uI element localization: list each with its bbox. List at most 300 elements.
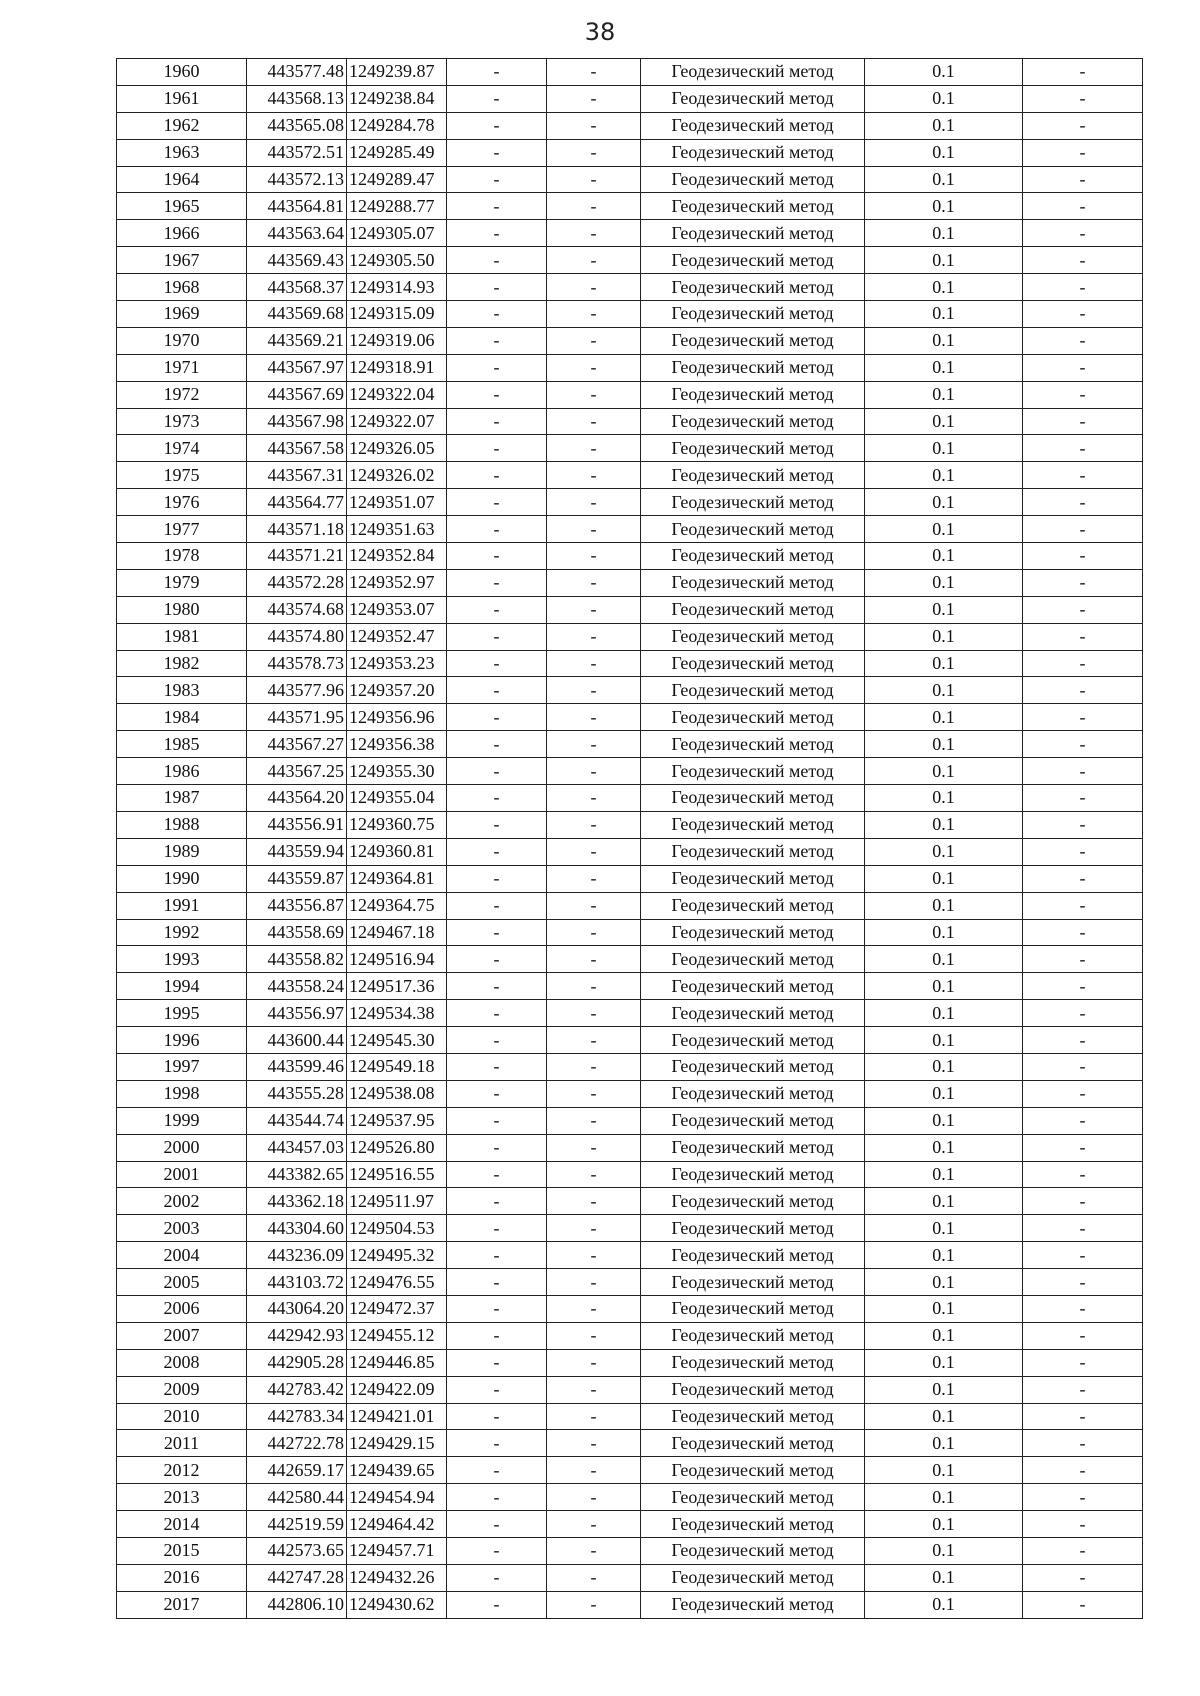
y-coordinate-cell: 1249284.78 bbox=[347, 112, 447, 139]
empty-field-cell: - bbox=[447, 919, 547, 946]
x-coordinate-cell: 443382.65 bbox=[247, 1161, 347, 1188]
x-coordinate-cell: 443571.21 bbox=[247, 543, 347, 570]
x-coordinate-cell: 443568.13 bbox=[247, 85, 347, 112]
accuracy-cell: 0.1 bbox=[865, 1322, 1023, 1349]
empty-field-cell: - bbox=[547, 1591, 641, 1618]
note-cell: - bbox=[1023, 785, 1143, 812]
accuracy-cell: 0.1 bbox=[865, 301, 1023, 328]
empty-field-cell: - bbox=[447, 1430, 547, 1457]
x-coordinate-cell: 443544.74 bbox=[247, 1107, 347, 1134]
x-coordinate-cell: 442783.42 bbox=[247, 1376, 347, 1403]
method-cell: Геодезический метод bbox=[641, 166, 865, 193]
y-coordinate-cell: 1249305.50 bbox=[347, 247, 447, 274]
point-number-cell: 1971 bbox=[117, 354, 247, 381]
empty-field-cell: - bbox=[547, 112, 641, 139]
y-coordinate-cell: 1249353.07 bbox=[347, 596, 447, 623]
accuracy-cell: 0.1 bbox=[865, 381, 1023, 408]
empty-field-cell: - bbox=[547, 193, 641, 220]
point-number-cell: 1961 bbox=[117, 85, 247, 112]
y-coordinate-cell: 1249504.53 bbox=[347, 1215, 447, 1242]
point-number-cell: 1982 bbox=[117, 650, 247, 677]
table-row bbox=[117, 516, 1143, 543]
table-row bbox=[117, 166, 1143, 193]
y-coordinate-cell: 1249364.75 bbox=[347, 892, 447, 919]
note-cell: - bbox=[1023, 247, 1143, 274]
empty-field-cell: - bbox=[447, 166, 547, 193]
empty-field-cell: - bbox=[547, 758, 641, 785]
empty-field-cell: - bbox=[447, 381, 547, 408]
point-number-cell: 1993 bbox=[117, 946, 247, 973]
accuracy-cell: 0.1 bbox=[865, 758, 1023, 785]
note-cell: - bbox=[1023, 1269, 1143, 1296]
accuracy-cell: 0.1 bbox=[865, 811, 1023, 838]
coordinates-table bbox=[116, 58, 1143, 1619]
note-cell: - bbox=[1023, 838, 1143, 865]
empty-field-cell: - bbox=[447, 1457, 547, 1484]
empty-field-cell: - bbox=[447, 1349, 547, 1376]
empty-field-cell: - bbox=[447, 1027, 547, 1054]
empty-field-cell: - bbox=[547, 838, 641, 865]
empty-field-cell: - bbox=[447, 596, 547, 623]
point-number-cell: 2016 bbox=[117, 1564, 247, 1591]
y-coordinate-cell: 1249455.12 bbox=[347, 1322, 447, 1349]
y-coordinate-cell: 1249239.87 bbox=[347, 59, 447, 86]
note-cell: - bbox=[1023, 59, 1143, 86]
point-number-cell: 1994 bbox=[117, 973, 247, 1000]
x-coordinate-cell: 443571.18 bbox=[247, 516, 347, 543]
y-coordinate-cell: 1249322.04 bbox=[347, 381, 447, 408]
accuracy-cell: 0.1 bbox=[865, 1376, 1023, 1403]
accuracy-cell: 0.1 bbox=[865, 1349, 1023, 1376]
table-row bbox=[117, 543, 1143, 570]
method-cell: Геодезический метод bbox=[641, 650, 865, 677]
point-number-cell: 1989 bbox=[117, 838, 247, 865]
empty-field-cell: - bbox=[447, 731, 547, 758]
table-row bbox=[117, 704, 1143, 731]
point-number-cell: 2012 bbox=[117, 1457, 247, 1484]
x-coordinate-cell: 443304.60 bbox=[247, 1215, 347, 1242]
empty-field-cell: - bbox=[547, 139, 641, 166]
note-cell: - bbox=[1023, 973, 1143, 1000]
empty-field-cell: - bbox=[447, 650, 547, 677]
method-cell: Геодезический метод bbox=[641, 1537, 865, 1564]
table-row bbox=[117, 435, 1143, 462]
point-number-cell: 1981 bbox=[117, 623, 247, 650]
point-number-cell: 1999 bbox=[117, 1107, 247, 1134]
x-coordinate-cell: 443565.08 bbox=[247, 112, 347, 139]
y-coordinate-cell: 1249305.07 bbox=[347, 220, 447, 247]
table-row bbox=[117, 973, 1143, 1000]
empty-field-cell: - bbox=[547, 1161, 641, 1188]
empty-field-cell: - bbox=[547, 892, 641, 919]
table-row bbox=[117, 408, 1143, 435]
x-coordinate-cell: 443558.82 bbox=[247, 946, 347, 973]
table-row bbox=[117, 85, 1143, 112]
note-cell: - bbox=[1023, 677, 1143, 704]
empty-field-cell: - bbox=[447, 354, 547, 381]
note-cell: - bbox=[1023, 569, 1143, 596]
table-row bbox=[117, 1349, 1143, 1376]
table-row bbox=[117, 1511, 1143, 1538]
empty-field-cell: - bbox=[547, 166, 641, 193]
table-row bbox=[117, 1134, 1143, 1161]
x-coordinate-cell: 443577.48 bbox=[247, 59, 347, 86]
note-cell: - bbox=[1023, 354, 1143, 381]
empty-field-cell: - bbox=[547, 704, 641, 731]
point-number-cell: 1963 bbox=[117, 139, 247, 166]
method-cell: Геодезический метод bbox=[641, 1349, 865, 1376]
accuracy-cell: 0.1 bbox=[865, 1511, 1023, 1538]
y-coordinate-cell: 1249315.09 bbox=[347, 301, 447, 328]
note-cell: - bbox=[1023, 811, 1143, 838]
empty-field-cell: - bbox=[447, 623, 547, 650]
method-cell: Геодезический метод bbox=[641, 946, 865, 973]
note-cell: - bbox=[1023, 1322, 1143, 1349]
method-cell: Геодезический метод bbox=[641, 489, 865, 516]
empty-field-cell: - bbox=[547, 354, 641, 381]
method-cell: Геодезический метод bbox=[641, 973, 865, 1000]
method-cell: Геодезический метод bbox=[641, 462, 865, 489]
accuracy-cell: 0.1 bbox=[865, 731, 1023, 758]
table-row bbox=[117, 247, 1143, 274]
method-cell: Геодезический метод bbox=[641, 220, 865, 247]
y-coordinate-cell: 1249537.95 bbox=[347, 1107, 447, 1134]
point-number-cell: 1974 bbox=[117, 435, 247, 462]
table-row bbox=[117, 865, 1143, 892]
empty-field-cell: - bbox=[547, 1349, 641, 1376]
accuracy-cell: 0.1 bbox=[865, 139, 1023, 166]
empty-field-cell: - bbox=[447, 247, 547, 274]
point-number-cell: 1972 bbox=[117, 381, 247, 408]
empty-field-cell: - bbox=[547, 1000, 641, 1027]
x-coordinate-cell: 443555.28 bbox=[247, 1080, 347, 1107]
empty-field-cell: - bbox=[447, 892, 547, 919]
empty-field-cell: - bbox=[547, 462, 641, 489]
empty-field-cell: - bbox=[447, 1322, 547, 1349]
method-cell: Геодезический метод bbox=[641, 1080, 865, 1107]
y-coordinate-cell: 1249357.20 bbox=[347, 677, 447, 704]
y-coordinate-cell: 1249467.18 bbox=[347, 919, 447, 946]
point-number-cell: 1964 bbox=[117, 166, 247, 193]
empty-field-cell: - bbox=[447, 1591, 547, 1618]
accuracy-cell: 0.1 bbox=[865, 1430, 1023, 1457]
point-number-cell: 2015 bbox=[117, 1537, 247, 1564]
empty-field-cell: - bbox=[447, 301, 547, 328]
page-number: 38 bbox=[584, 18, 616, 46]
point-number-cell: 1976 bbox=[117, 489, 247, 516]
method-cell: Геодезический метод bbox=[641, 677, 865, 704]
accuracy-cell: 0.1 bbox=[865, 1295, 1023, 1322]
method-cell: Геодезический метод bbox=[641, 1457, 865, 1484]
table-row bbox=[117, 354, 1143, 381]
empty-field-cell: - bbox=[447, 1161, 547, 1188]
x-coordinate-cell: 443457.03 bbox=[247, 1134, 347, 1161]
empty-field-cell: - bbox=[547, 1242, 641, 1269]
point-number-cell: 2013 bbox=[117, 1484, 247, 1511]
method-cell: Геодезический метод bbox=[641, 59, 865, 86]
x-coordinate-cell: 443577.96 bbox=[247, 677, 347, 704]
y-coordinate-cell: 1249352.97 bbox=[347, 569, 447, 596]
point-number-cell: 1996 bbox=[117, 1027, 247, 1054]
empty-field-cell: - bbox=[547, 1537, 641, 1564]
x-coordinate-cell: 443563.64 bbox=[247, 220, 347, 247]
note-cell: - bbox=[1023, 865, 1143, 892]
point-number-cell: 2003 bbox=[117, 1215, 247, 1242]
x-coordinate-cell: 443564.20 bbox=[247, 785, 347, 812]
y-coordinate-cell: 1249352.47 bbox=[347, 623, 447, 650]
y-coordinate-cell: 1249353.23 bbox=[347, 650, 447, 677]
note-cell: - bbox=[1023, 408, 1143, 435]
empty-field-cell: - bbox=[547, 85, 641, 112]
note-cell: - bbox=[1023, 1000, 1143, 1027]
point-number-cell: 1983 bbox=[117, 677, 247, 704]
accuracy-cell: 0.1 bbox=[865, 1188, 1023, 1215]
x-coordinate-cell: 443574.80 bbox=[247, 623, 347, 650]
accuracy-cell: 0.1 bbox=[865, 704, 1023, 731]
x-coordinate-cell: 443569.43 bbox=[247, 247, 347, 274]
note-cell: - bbox=[1023, 596, 1143, 623]
empty-field-cell: - bbox=[547, 865, 641, 892]
table-row bbox=[117, 1403, 1143, 1430]
method-cell: Геодезический метод bbox=[641, 85, 865, 112]
note-cell: - bbox=[1023, 1080, 1143, 1107]
y-coordinate-cell: 1249351.07 bbox=[347, 489, 447, 516]
point-number-cell: 1987 bbox=[117, 785, 247, 812]
x-coordinate-cell: 442722.78 bbox=[247, 1430, 347, 1457]
accuracy-cell: 0.1 bbox=[865, 1537, 1023, 1564]
empty-field-cell: - bbox=[447, 220, 547, 247]
empty-field-cell: - bbox=[547, 973, 641, 1000]
empty-field-cell: - bbox=[447, 973, 547, 1000]
accuracy-cell: 0.1 bbox=[865, 946, 1023, 973]
accuracy-cell: 0.1 bbox=[865, 247, 1023, 274]
table-row bbox=[117, 1269, 1143, 1296]
x-coordinate-cell: 443567.31 bbox=[247, 462, 347, 489]
empty-field-cell: - bbox=[447, 1511, 547, 1538]
note-cell: - bbox=[1023, 516, 1143, 543]
note-cell: - bbox=[1023, 489, 1143, 516]
table-row bbox=[117, 596, 1143, 623]
method-cell: Геодезический метод bbox=[641, 1107, 865, 1134]
x-coordinate-cell: 443558.69 bbox=[247, 919, 347, 946]
y-coordinate-cell: 1249534.38 bbox=[347, 1000, 447, 1027]
point-number-cell: 1967 bbox=[117, 247, 247, 274]
table-row bbox=[117, 1591, 1143, 1618]
table-row bbox=[117, 59, 1143, 86]
empty-field-cell: - bbox=[447, 139, 547, 166]
method-cell: Геодезический метод bbox=[641, 758, 865, 785]
accuracy-cell: 0.1 bbox=[865, 327, 1023, 354]
table-row bbox=[117, 1322, 1143, 1349]
point-number-cell: 1985 bbox=[117, 731, 247, 758]
table-row bbox=[117, 1537, 1143, 1564]
table-row bbox=[117, 220, 1143, 247]
accuracy-cell: 0.1 bbox=[865, 650, 1023, 677]
accuracy-cell: 0.1 bbox=[865, 516, 1023, 543]
y-coordinate-cell: 1249326.02 bbox=[347, 462, 447, 489]
note-cell: - bbox=[1023, 919, 1143, 946]
table-row bbox=[117, 1457, 1143, 1484]
y-coordinate-cell: 1249476.55 bbox=[347, 1269, 447, 1296]
empty-field-cell: - bbox=[447, 1188, 547, 1215]
accuracy-cell: 0.1 bbox=[865, 1215, 1023, 1242]
method-cell: Геодезический метод bbox=[641, 1134, 865, 1161]
accuracy-cell: 0.1 bbox=[865, 1161, 1023, 1188]
method-cell: Геодезический метод bbox=[641, 247, 865, 274]
note-cell: - bbox=[1023, 1295, 1143, 1322]
y-coordinate-cell: 1249355.30 bbox=[347, 758, 447, 785]
y-coordinate-cell: 1249446.85 bbox=[347, 1349, 447, 1376]
table-row bbox=[117, 1027, 1143, 1054]
point-number-cell: 2004 bbox=[117, 1242, 247, 1269]
x-coordinate-cell: 443567.58 bbox=[247, 435, 347, 462]
method-cell: Геодезический метод bbox=[641, 785, 865, 812]
point-number-cell: 2005 bbox=[117, 1269, 247, 1296]
empty-field-cell: - bbox=[547, 569, 641, 596]
empty-field-cell: - bbox=[547, 1457, 641, 1484]
accuracy-cell: 0.1 bbox=[865, 59, 1023, 86]
empty-field-cell: - bbox=[547, 946, 641, 973]
empty-field-cell: - bbox=[447, 489, 547, 516]
table-row bbox=[117, 919, 1143, 946]
x-coordinate-cell: 443567.97 bbox=[247, 354, 347, 381]
y-coordinate-cell: 1249355.04 bbox=[347, 785, 447, 812]
empty-field-cell: - bbox=[547, 220, 641, 247]
x-coordinate-cell: 443600.44 bbox=[247, 1027, 347, 1054]
method-cell: Геодезический метод bbox=[641, 623, 865, 650]
empty-field-cell: - bbox=[447, 1484, 547, 1511]
y-coordinate-cell: 1249364.81 bbox=[347, 865, 447, 892]
empty-field-cell: - bbox=[547, 1107, 641, 1134]
x-coordinate-cell: 443572.13 bbox=[247, 166, 347, 193]
note-cell: - bbox=[1023, 193, 1143, 220]
empty-field-cell: - bbox=[447, 1134, 547, 1161]
method-cell: Геодезический метод bbox=[641, 569, 865, 596]
empty-field-cell: - bbox=[547, 1322, 641, 1349]
method-cell: Геодезический метод bbox=[641, 516, 865, 543]
note-cell: - bbox=[1023, 1161, 1143, 1188]
x-coordinate-cell: 442806.10 bbox=[247, 1591, 347, 1618]
accuracy-cell: 0.1 bbox=[865, 1591, 1023, 1618]
empty-field-cell: - bbox=[447, 758, 547, 785]
point-number-cell: 2006 bbox=[117, 1295, 247, 1322]
table-row bbox=[117, 1295, 1143, 1322]
point-number-cell: 2008 bbox=[117, 1349, 247, 1376]
x-coordinate-cell: 442747.28 bbox=[247, 1564, 347, 1591]
method-cell: Геодезический метод bbox=[641, 1269, 865, 1296]
y-coordinate-cell: 1249432.26 bbox=[347, 1564, 447, 1591]
x-coordinate-cell: 443567.69 bbox=[247, 381, 347, 408]
method-cell: Геодезический метод bbox=[641, 1215, 865, 1242]
accuracy-cell: 0.1 bbox=[865, 623, 1023, 650]
method-cell: Геодезический метод bbox=[641, 408, 865, 435]
y-coordinate-cell: 1249472.37 bbox=[347, 1295, 447, 1322]
empty-field-cell: - bbox=[447, 1537, 547, 1564]
note-cell: - bbox=[1023, 1242, 1143, 1269]
y-coordinate-cell: 1249549.18 bbox=[347, 1053, 447, 1080]
x-coordinate-cell: 443572.28 bbox=[247, 569, 347, 596]
method-cell: Геодезический метод bbox=[641, 1161, 865, 1188]
empty-field-cell: - bbox=[447, 1107, 547, 1134]
table-row bbox=[117, 462, 1143, 489]
method-cell: Геодезический метод bbox=[641, 731, 865, 758]
empty-field-cell: - bbox=[547, 919, 641, 946]
y-coordinate-cell: 1249516.94 bbox=[347, 946, 447, 973]
point-number-cell: 2010 bbox=[117, 1403, 247, 1430]
y-coordinate-cell: 1249516.55 bbox=[347, 1161, 447, 1188]
x-coordinate-cell: 443559.94 bbox=[247, 838, 347, 865]
empty-field-cell: - bbox=[447, 1215, 547, 1242]
empty-field-cell: - bbox=[447, 677, 547, 704]
note-cell: - bbox=[1023, 1430, 1143, 1457]
empty-field-cell: - bbox=[447, 543, 547, 570]
empty-field-cell: - bbox=[447, 811, 547, 838]
empty-field-cell: - bbox=[547, 408, 641, 435]
y-coordinate-cell: 1249517.36 bbox=[347, 973, 447, 1000]
table-row bbox=[117, 838, 1143, 865]
point-number-cell: 2009 bbox=[117, 1376, 247, 1403]
method-cell: Геодезический метод bbox=[641, 1188, 865, 1215]
method-cell: Геодезический метод bbox=[641, 1000, 865, 1027]
note-cell: - bbox=[1023, 946, 1143, 973]
table-row bbox=[117, 758, 1143, 785]
method-cell: Геодезический метод bbox=[641, 838, 865, 865]
y-coordinate-cell: 1249457.71 bbox=[347, 1537, 447, 1564]
accuracy-cell: 0.1 bbox=[865, 1080, 1023, 1107]
table-row bbox=[117, 301, 1143, 328]
x-coordinate-cell: 443558.24 bbox=[247, 973, 347, 1000]
x-coordinate-cell: 443236.09 bbox=[247, 1242, 347, 1269]
x-coordinate-cell: 443569.21 bbox=[247, 327, 347, 354]
note-cell: - bbox=[1023, 1349, 1143, 1376]
y-coordinate-cell: 1249285.49 bbox=[347, 139, 447, 166]
empty-field-cell: - bbox=[447, 1564, 547, 1591]
empty-field-cell: - bbox=[447, 274, 547, 301]
point-number-cell: 1990 bbox=[117, 865, 247, 892]
note-cell: - bbox=[1023, 139, 1143, 166]
note-cell: - bbox=[1023, 758, 1143, 785]
note-cell: - bbox=[1023, 1591, 1143, 1618]
method-cell: Геодезический метод bbox=[641, 1053, 865, 1080]
y-coordinate-cell: 1249238.84 bbox=[347, 85, 447, 112]
accuracy-cell: 0.1 bbox=[865, 112, 1023, 139]
accuracy-cell: 0.1 bbox=[865, 193, 1023, 220]
accuracy-cell: 0.1 bbox=[865, 1027, 1023, 1054]
accuracy-cell: 0.1 bbox=[865, 220, 1023, 247]
note-cell: - bbox=[1023, 462, 1143, 489]
empty-field-cell: - bbox=[547, 623, 641, 650]
accuracy-cell: 0.1 bbox=[865, 1269, 1023, 1296]
point-number-cell: 1995 bbox=[117, 1000, 247, 1027]
method-cell: Геодезический метод bbox=[641, 1376, 865, 1403]
table-row bbox=[117, 1161, 1143, 1188]
empty-field-cell: - bbox=[547, 1269, 641, 1296]
empty-field-cell: - bbox=[547, 1134, 641, 1161]
point-number-cell: 2002 bbox=[117, 1188, 247, 1215]
empty-field-cell: - bbox=[447, 408, 547, 435]
note-cell: - bbox=[1023, 301, 1143, 328]
note-cell: - bbox=[1023, 1027, 1143, 1054]
y-coordinate-cell: 1249421.01 bbox=[347, 1403, 447, 1430]
note-cell: - bbox=[1023, 650, 1143, 677]
method-cell: Геодезический метод bbox=[641, 1430, 865, 1457]
y-coordinate-cell: 1249429.15 bbox=[347, 1430, 447, 1457]
empty-field-cell: - bbox=[547, 1403, 641, 1430]
point-number-cell: 2007 bbox=[117, 1322, 247, 1349]
table-row bbox=[117, 1080, 1143, 1107]
table-row bbox=[117, 623, 1143, 650]
table-row bbox=[117, 1107, 1143, 1134]
